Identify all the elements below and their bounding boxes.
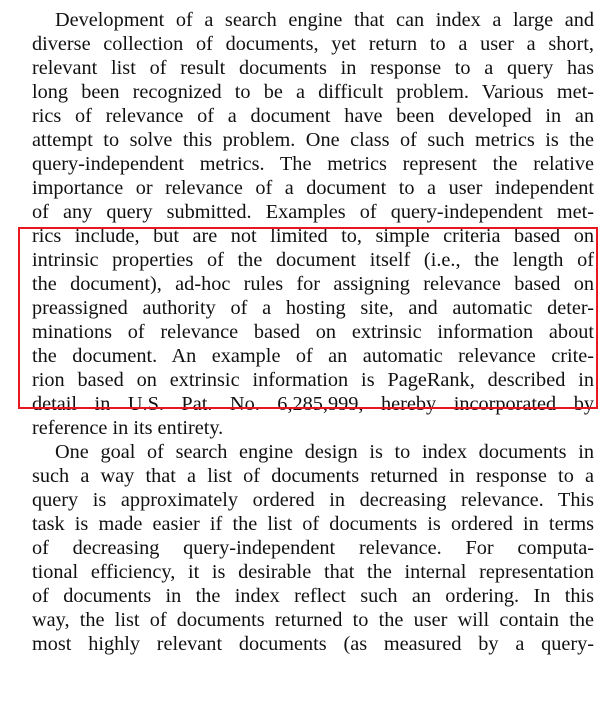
paragraph-2-line-1: One goal of search engine design is to index documents in — [55, 441, 594, 463]
paragraph-1-line-8: importance or relevance of a document to a user independent — [32, 177, 594, 199]
paragraph-1-line-7: query-independent metrics. The metrics represent the relative — [32, 153, 594, 175]
paragraph-1-line-11: intrinsic properties of the document itself (i.e., the length of — [32, 249, 594, 271]
paragraph-1-line-18: reference in its entirety. — [32, 417, 224, 439]
paragraph-2-line-7: of documents in the index reflect such an ordering. In this — [32, 585, 594, 607]
paragraph-1-line-1: Development of a search engine that can index a large and — [55, 9, 594, 31]
paragraph-2-line-9: most highly relevant documents (as measured by a query- — [32, 633, 594, 655]
paragraph-2-line-4: task is made easier if the list of documents is ordered in terms — [32, 513, 594, 535]
paragraph-2-line-6: tional efficiency, it is desirable that the internal representation — [32, 561, 594, 583]
paragraph-1-line-4: long been recognized to be a difficult problem. Various met- — [32, 81, 594, 103]
paragraph-1-line-16: rion based on extrinsic information is PageRank, described in — [32, 369, 594, 391]
paragraph-1-line-13: preassigned authority of a hosting site, and automatic deter- — [32, 297, 594, 319]
paragraph-1-line-9: of any query submitted. Examples of query-independent met- — [32, 201, 594, 223]
paragraph-2-line-2: such a way that a list of documents returned in response to a — [32, 465, 594, 487]
paragraph-2-line-3: query is approximately ordered in decreasing relevance. This — [32, 489, 594, 511]
paragraph-2-line-8: way, the list of documents returned to the user will contain the — [32, 609, 594, 631]
paragraph-1-line-2: diverse collection of documents, yet return to a user a short, — [32, 33, 594, 55]
paragraph-1-line-15: the document. An example of an automatic relevance crite- — [32, 345, 594, 367]
paragraph-1-line-12: the document), ad-hoc rules for assigning relevance based on — [32, 273, 594, 295]
paragraph-2-line-5: of decreasing query-independent relevance. For computa- — [32, 537, 594, 559]
paragraph-1-line-10: rics include, but are not limited to, simple criteria based on — [32, 225, 594, 247]
paragraph-1-line-17: detail in U.S. Pat. No. 6,285,999, hereby incorporated by — [32, 393, 594, 415]
paragraph-1-line-3: relevant list of result documents in response to a query has — [32, 57, 594, 79]
paragraph-1-line-14: minations of relevance based on extrinsic information about — [32, 321, 594, 343]
paragraph-1-line-5: rics of relevance of a document have been developed in an — [32, 105, 594, 127]
paragraph-1-line-6: attempt to solve this problem. One class of such metrics is the — [32, 129, 594, 151]
